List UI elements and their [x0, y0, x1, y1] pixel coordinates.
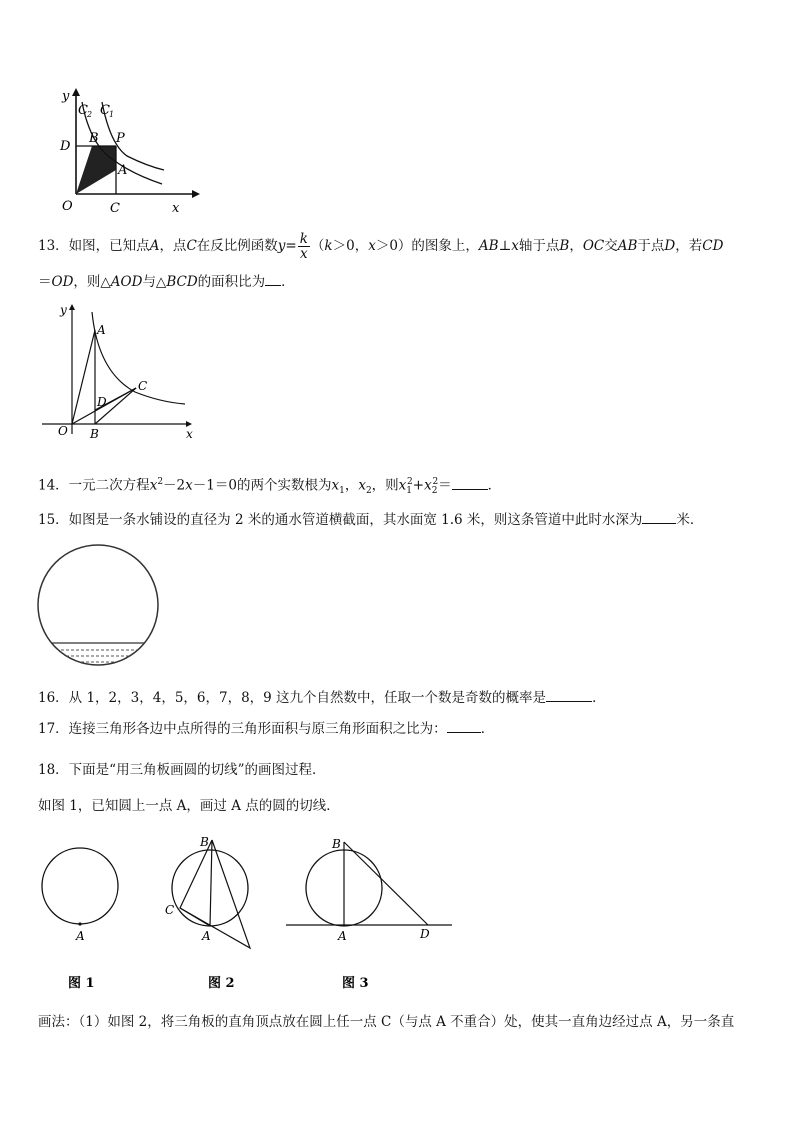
- figure-q13-hyperbola: [40, 302, 200, 442]
- q13-text: 轴于点: [518, 238, 560, 254]
- q13-text: 的面积比为: [197, 274, 266, 290]
- x-axis-label: x: [172, 201, 180, 216]
- q13-text: 交: [604, 238, 618, 254]
- q13-text: ，: [569, 238, 583, 254]
- math-var: x: [358, 477, 366, 494]
- math-var: x: [185, 477, 193, 494]
- q17-text: ．: [480, 721, 495, 737]
- math-text: －1＝0: [192, 477, 237, 494]
- y-axis-label: y: [62, 89, 70, 104]
- q13-text: （: [310, 238, 325, 254]
- answer-blank: [452, 476, 488, 490]
- q18-title-text: 18．下面是“用三角板画圆的切线”的画图过程．: [38, 762, 326, 778]
- origin-label: O: [62, 199, 73, 214]
- q13-var: A: [149, 238, 160, 254]
- figure-18-1: [36, 830, 136, 995]
- question-18-method: [38, 1013, 734, 1031]
- point-a-label: A: [338, 929, 347, 943]
- point-a-label: A: [202, 929, 211, 943]
- math-var: x: [424, 477, 432, 494]
- q13-text: ＞0）的图象上，: [375, 238, 479, 254]
- answer-blank: [546, 688, 592, 702]
- q13-var: k: [324, 238, 333, 254]
- curve-label-c1: C: [100, 103, 110, 118]
- q17-text: 17．连接三角形各边中点所得的三角形面积与原三角形面积之比为：: [38, 721, 447, 737]
- point-c-label: C: [110, 201, 120, 216]
- math-var: x: [149, 477, 158, 494]
- q13-text: 在反比例函数: [196, 238, 278, 254]
- question-18-title: [38, 761, 325, 779]
- question-17: [38, 719, 494, 738]
- point-a-label: A: [97, 323, 106, 337]
- q13-text: ＝: [38, 274, 52, 290]
- q13-var: x: [511, 238, 519, 254]
- figure-pipe-cross-section: [36, 543, 162, 669]
- q13-var: y: [277, 238, 286, 254]
- q13-var: CD: [702, 238, 724, 254]
- question-13-line-1: [38, 232, 723, 261]
- q13-text: ，若: [675, 238, 703, 254]
- q13-var: OC: [582, 238, 605, 254]
- q13-var: x: [368, 238, 376, 254]
- q14-text: ．: [487, 477, 502, 494]
- q13-var: D: [664, 238, 676, 254]
- math-text: ＝: [438, 477, 452, 494]
- math-sup: 2: [157, 477, 164, 487]
- point-a-label: A: [76, 929, 85, 943]
- figure-18-3: [282, 830, 457, 995]
- q13-text: =: [285, 238, 297, 254]
- q13-var: BCD: [166, 274, 198, 290]
- q13-text: ，点: [159, 238, 187, 254]
- math-text: ，: [344, 477, 359, 494]
- q13-text: ⊥: [498, 238, 512, 254]
- question-13-line-2: [38, 272, 295, 291]
- point-c-label: C: [165, 903, 175, 917]
- point-d-label: D: [97, 395, 107, 409]
- q13-text: ．: [281, 274, 295, 290]
- math-var: x: [331, 477, 340, 494]
- x-axis-label: x: [186, 427, 193, 441]
- q13-var: C: [186, 238, 197, 254]
- figure-2-caption: 图 2: [208, 976, 235, 991]
- math-sub: 1: [406, 486, 413, 497]
- point-b-label: B: [332, 837, 341, 851]
- point-p-label: P: [116, 131, 125, 146]
- y-axis-label: y: [60, 303, 67, 317]
- q14-text: 的两个实数根为: [236, 477, 332, 494]
- fraction-denominator: x: [300, 246, 308, 262]
- q13-var: AB: [478, 238, 499, 254]
- point-a-label: A: [118, 163, 128, 178]
- q13-text: ，则△: [73, 274, 111, 290]
- point-d-label: D: [420, 927, 430, 941]
- question-16: [38, 688, 606, 707]
- q13-var: OD: [51, 274, 74, 290]
- question-18-intro: [38, 797, 340, 815]
- q13-var: B: [559, 238, 570, 254]
- figure-3-caption: 图 3: [342, 976, 369, 991]
- math-text: +: [412, 477, 425, 494]
- figure-1-caption: 图 1: [68, 976, 95, 991]
- q14-text: 14．一元二次方程: [38, 477, 150, 494]
- q15-text: 15．如图是一条水铺设的直径为 2 米的通水管道横截面，其水面宽 1.6 米，则这条管道中此时水深为: [38, 512, 643, 528]
- curve-label-c2: C: [78, 103, 88, 118]
- q15-text: 米．: [676, 512, 704, 528]
- q13-text: ＞0，: [332, 238, 369, 254]
- fraction-numerator: k: [299, 231, 308, 247]
- point-b-label: B: [90, 427, 99, 441]
- q18-intro-text: 如图 1，已知圆上一点 A，画过 A 点的圆的切线．: [38, 798, 340, 814]
- question-14: [38, 473, 501, 500]
- math-var: x: [398, 477, 407, 494]
- math-sub: 1: [339, 486, 345, 497]
- math-sub: 2: [431, 486, 438, 497]
- answer-blank: [642, 510, 676, 524]
- point-d-label: D: [60, 139, 71, 154]
- point-c-label: C: [138, 379, 148, 393]
- point-b-label: B: [89, 131, 99, 146]
- q18-method-text: 画法：（1）如图 2，将三角板的直角顶点放在圆上任一点 C（与点 A 不重合）处，使其一直角边经过点 A，另一条直: [38, 1014, 735, 1030]
- q16-text: 16．从 1，2，3，4，5，6，7，8，9 这九个自然数中，任取一个数是奇数的概率是: [38, 690, 547, 706]
- curve-label-c1-sub: 1: [109, 110, 115, 119]
- math-sup: 2: [432, 477, 439, 487]
- figure-18-2: [160, 830, 260, 995]
- question-15: [38, 510, 703, 529]
- figure-hyperbolas: [52, 84, 202, 219]
- math-text: －2: [163, 477, 186, 494]
- fraction-k-over-x: [298, 232, 310, 261]
- math-sup: 2: [407, 477, 413, 487]
- q13-text: 于点: [637, 238, 665, 254]
- origin-label: O: [58, 424, 68, 438]
- q13-text: 与△: [142, 274, 167, 290]
- math-sub: 2: [365, 486, 372, 497]
- curve-label-c2-sub: 2: [87, 110, 93, 119]
- q13-text: 13．如图，已知点: [38, 238, 150, 254]
- q13-var: AB: [617, 238, 638, 254]
- answer-blank: [265, 272, 281, 286]
- answer-blank: [447, 719, 481, 733]
- point-b-label: B: [200, 835, 209, 849]
- q16-text: ．: [592, 690, 606, 706]
- q14-text: ，则: [371, 477, 399, 494]
- q13-var: AOD: [110, 274, 143, 290]
